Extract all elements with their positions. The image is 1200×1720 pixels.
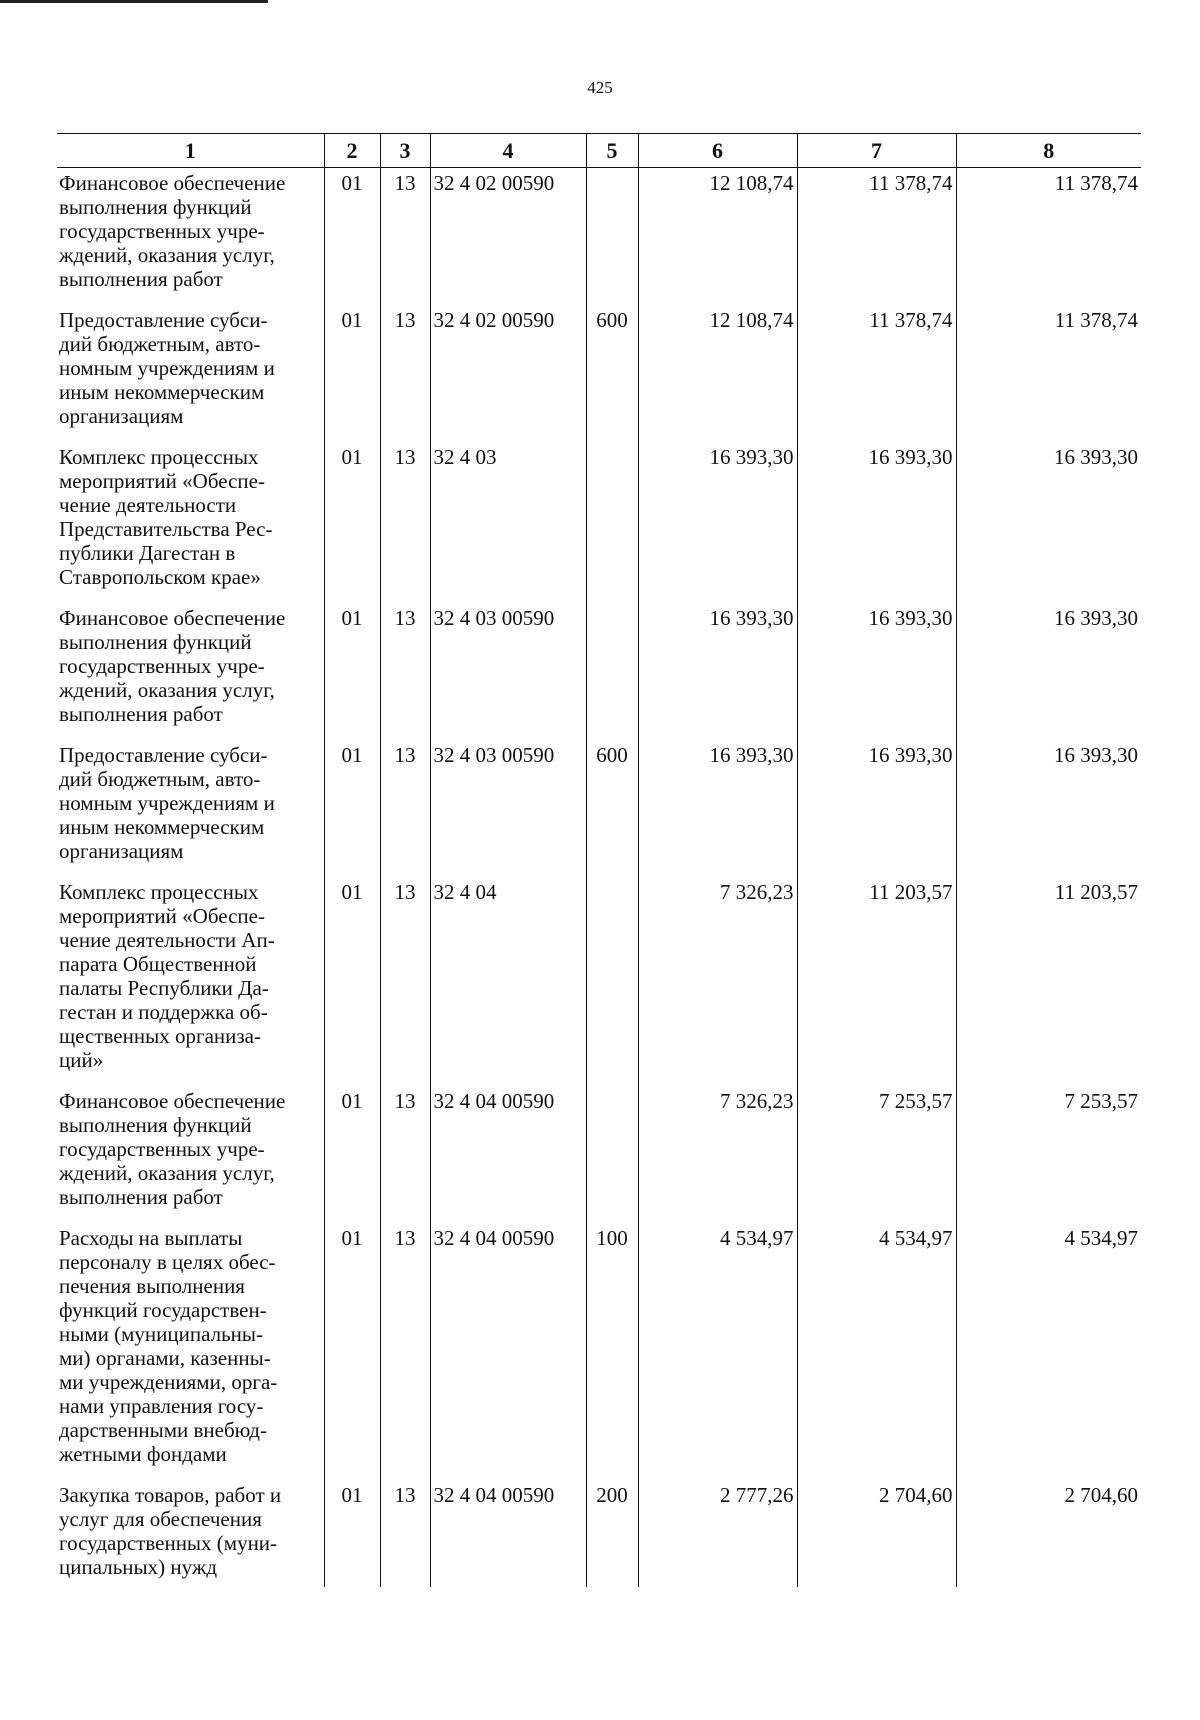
expense-name-line: государственных учре- — [59, 219, 265, 243]
amount-column-6-cell: 2 777,26 — [638, 1480, 797, 1587]
amount-column-7-cell: 2 704,60 — [797, 1480, 956, 1587]
target-article-code-cell: 32 4 04 00590 — [430, 1086, 586, 1223]
expense-type-code-cell: 100 — [586, 1223, 638, 1480]
expense-name-line: выполнения работ — [59, 267, 223, 291]
column-header: 5 — [586, 134, 638, 168]
expense-name-line: дий бюджетным, авто- — [59, 332, 261, 356]
amount-column-8-cell: 16 393,30 — [956, 740, 1141, 877]
expense-name-line: номным учреждениям и — [59, 791, 275, 815]
section-code-cell: 01 — [324, 1223, 380, 1480]
column-header: 4 — [430, 134, 586, 168]
budget-table — [57, 133, 1141, 1587]
expense-name-line: выполнения работ — [59, 1185, 223, 1209]
column-header: 8 — [956, 134, 1141, 168]
expense-name-line: государственных (муни- — [59, 1531, 278, 1555]
expense-name-cell — [57, 603, 324, 740]
expense-name-line: печения выполнения — [59, 1274, 245, 1298]
expense-name-line: Предоставление субси- — [59, 308, 268, 332]
target-article-code-cell: 32 4 02 00590 — [430, 305, 586, 442]
expense-name-line: иным некоммерческим — [59, 380, 265, 404]
expense-name-line: ными (муниципальны- — [59, 1322, 264, 1346]
expense-name-cell — [57, 1223, 324, 1480]
expense-name-line: ждений, оказания услуг, — [59, 678, 275, 702]
expense-name-cell — [57, 1480, 324, 1587]
target-article-code-cell: 32 4 04 00590 — [430, 1480, 586, 1587]
subsection-code-cell: 13 — [380, 305, 430, 442]
expense-name-line: Предоставление субси- — [59, 743, 268, 767]
amount-column-6-cell: 4 534,97 — [638, 1223, 797, 1480]
expense-name-line: выполнения работ — [59, 702, 223, 726]
expense-name-line: персоналу в целях обес- — [59, 1250, 276, 1274]
table-body — [57, 168, 1141, 1588]
expense-name-line: ципальных) нужд — [59, 1555, 218, 1579]
amount-column-7-cell: 16 393,30 — [797, 442, 956, 603]
expense-name-line: гестан и поддержка об- — [59, 1000, 268, 1024]
expense-name-cell — [57, 442, 324, 603]
section-code-cell: 01 — [324, 442, 380, 603]
expense-name-line: Финансовое обеспечение — [59, 171, 286, 195]
target-article-code-cell: 32 4 03 — [430, 442, 586, 603]
column-header: 6 — [638, 134, 797, 168]
amount-column-7-cell: 16 393,30 — [797, 603, 956, 740]
amount-column-8-cell: 16 393,30 — [956, 603, 1141, 740]
table-row — [57, 305, 1141, 442]
amount-column-8-cell: 4 534,97 — [956, 1223, 1141, 1480]
amount-column-8-cell: 11 203,57 — [956, 877, 1141, 1086]
expense-name-cell — [57, 877, 324, 1086]
section-code-cell: 01 — [324, 603, 380, 740]
expense-name-line: щественных организа- — [59, 1024, 261, 1048]
target-article-code-cell: 32 4 04 — [430, 877, 586, 1086]
expense-type-code-cell — [586, 442, 638, 603]
expense-type-code-cell: 200 — [586, 1480, 638, 1587]
expense-name-line: организациям — [59, 839, 184, 863]
expense-type-code-cell — [586, 1086, 638, 1223]
expense-name-line: палаты Республики Да- — [59, 976, 269, 1000]
amount-column-8-cell: 11 378,74 — [956, 305, 1141, 442]
expense-name-line: ждений, оказания услуг, — [59, 243, 275, 267]
amount-column-6-cell: 16 393,30 — [638, 442, 797, 603]
subsection-code-cell: 13 — [380, 1223, 430, 1480]
table-row — [57, 877, 1141, 1086]
table-header-row — [57, 134, 1141, 168]
expense-name-line: жетными фондами — [59, 1442, 227, 1466]
expense-name-cell — [57, 168, 324, 306]
expense-name-cell — [57, 305, 324, 442]
expense-name-line: выполнения функций — [59, 195, 252, 219]
expense-name-line: выполнения функций — [59, 630, 252, 654]
column-header: 7 — [797, 134, 956, 168]
expense-name-cell — [57, 1086, 324, 1223]
expense-name-line: публики Дагестан в — [59, 541, 236, 565]
amount-column-6-cell: 7 326,23 — [638, 1086, 797, 1223]
section-code-cell: 01 — [324, 168, 380, 306]
subsection-code-cell: 13 — [380, 1086, 430, 1223]
expense-name-line: Закупка товаров, работ и — [59, 1483, 282, 1507]
expense-name-line: функций государствен- — [59, 1298, 267, 1322]
amount-column-8-cell: 7 253,57 — [956, 1086, 1141, 1223]
expense-name-line: номным учреждениям и — [59, 356, 275, 380]
expense-name-line: выполнения функций — [59, 1113, 252, 1137]
table-row — [57, 740, 1141, 877]
expense-type-code-cell — [586, 603, 638, 740]
table-row — [57, 1086, 1141, 1223]
expense-name-line: нами управления госу- — [59, 1394, 264, 1418]
expense-name-line: Финансовое обеспечение — [59, 606, 286, 630]
expense-name-cell — [57, 740, 324, 877]
amount-column-8-cell: 11 378,74 — [956, 168, 1141, 306]
expense-name-line: дарственными внебюд- — [59, 1418, 267, 1442]
table-row — [57, 1223, 1141, 1480]
amount-column-6-cell: 12 108,74 — [638, 305, 797, 442]
expense-name-line: дий бюджетным, авто- — [59, 767, 261, 791]
subsection-code-cell: 13 — [380, 877, 430, 1086]
amount-column-7-cell: 7 253,57 — [797, 1086, 956, 1223]
section-code-cell: 01 — [324, 740, 380, 877]
target-article-code-cell: 32 4 04 00590 — [430, 1223, 586, 1480]
expense-name-line: услуг для обеспечения — [59, 1507, 262, 1531]
expense-name-line: иным некоммерческим — [59, 815, 265, 839]
amount-column-7-cell: 16 393,30 — [797, 740, 956, 877]
subsection-code-cell: 13 — [380, 168, 430, 306]
expense-type-code-cell: 600 — [586, 305, 638, 442]
subsection-code-cell: 13 — [380, 740, 430, 877]
column-header: 1 — [57, 134, 324, 168]
amount-column-7-cell: 4 534,97 — [797, 1223, 956, 1480]
expense-name-line: государственных учре- — [59, 654, 265, 678]
expense-name-line: чение деятельности — [59, 493, 237, 517]
amount-column-8-cell: 2 704,60 — [956, 1480, 1141, 1587]
page-number: 425 — [587, 78, 613, 97]
section-code-cell: 01 — [324, 1480, 380, 1587]
target-article-code-cell: 32 4 03 00590 — [430, 603, 586, 740]
table-row — [57, 603, 1141, 740]
expense-name-line: ми учреждениями, орга- — [59, 1370, 278, 1394]
column-header: 2 — [324, 134, 380, 168]
top-edge-rule — [0, 0, 268, 3]
table-row — [57, 168, 1141, 306]
amount-column-6-cell: 7 326,23 — [638, 877, 797, 1086]
expense-name-line: Финансовое обеспечение — [59, 1089, 286, 1113]
amount-column-8-cell: 16 393,30 — [956, 442, 1141, 603]
subsection-code-cell: 13 — [380, 1480, 430, 1587]
amount-column-6-cell: 16 393,30 — [638, 740, 797, 877]
target-article-code-cell: 32 4 03 00590 — [430, 740, 586, 877]
expense-name-line: Представительства Рес- — [59, 517, 273, 541]
expense-name-line: Ставропольском крае» — [59, 565, 261, 589]
subsection-code-cell: 13 — [380, 442, 430, 603]
amount-column-6-cell: 12 108,74 — [638, 168, 797, 306]
section-code-cell: 01 — [324, 305, 380, 442]
expense-name-line: мероприятий «Обеспе- — [59, 904, 265, 928]
expense-name-line: мероприятий «Обеспе- — [59, 469, 265, 493]
expense-name-line: парата Общественной — [59, 952, 257, 976]
subsection-code-cell: 13 — [380, 603, 430, 740]
expense-name-line: ми) органами, казенны- — [59, 1346, 271, 1370]
amount-column-7-cell: 11 203,57 — [797, 877, 956, 1086]
expense-name-line: организациям — [59, 404, 184, 428]
expense-type-code-cell — [586, 168, 638, 306]
expense-name-line: государственных учре- — [59, 1137, 265, 1161]
expense-name-line: ций» — [59, 1048, 104, 1072]
section-code-cell: 01 — [324, 1086, 380, 1223]
amount-column-6-cell: 16 393,30 — [638, 603, 797, 740]
table-row — [57, 1480, 1141, 1587]
column-header: 3 — [380, 134, 430, 168]
amount-column-7-cell: 11 378,74 — [797, 168, 956, 306]
expense-name-line: Комплекс процессных — [59, 445, 259, 469]
expense-name-line: ждений, оказания услуг, — [59, 1161, 275, 1185]
target-article-code-cell: 32 4 02 00590 — [430, 168, 586, 306]
expense-name-line: чение деятельности Ап- — [59, 928, 275, 952]
expense-type-code-cell: 600 — [586, 740, 638, 877]
expense-type-code-cell — [586, 877, 638, 1086]
amount-column-7-cell: 11 378,74 — [797, 305, 956, 442]
expense-name-line: Расходы на выплаты — [59, 1226, 243, 1250]
expense-name-line: Комплекс процессных — [59, 880, 259, 904]
table-row — [57, 442, 1141, 603]
section-code-cell: 01 — [324, 877, 380, 1086]
